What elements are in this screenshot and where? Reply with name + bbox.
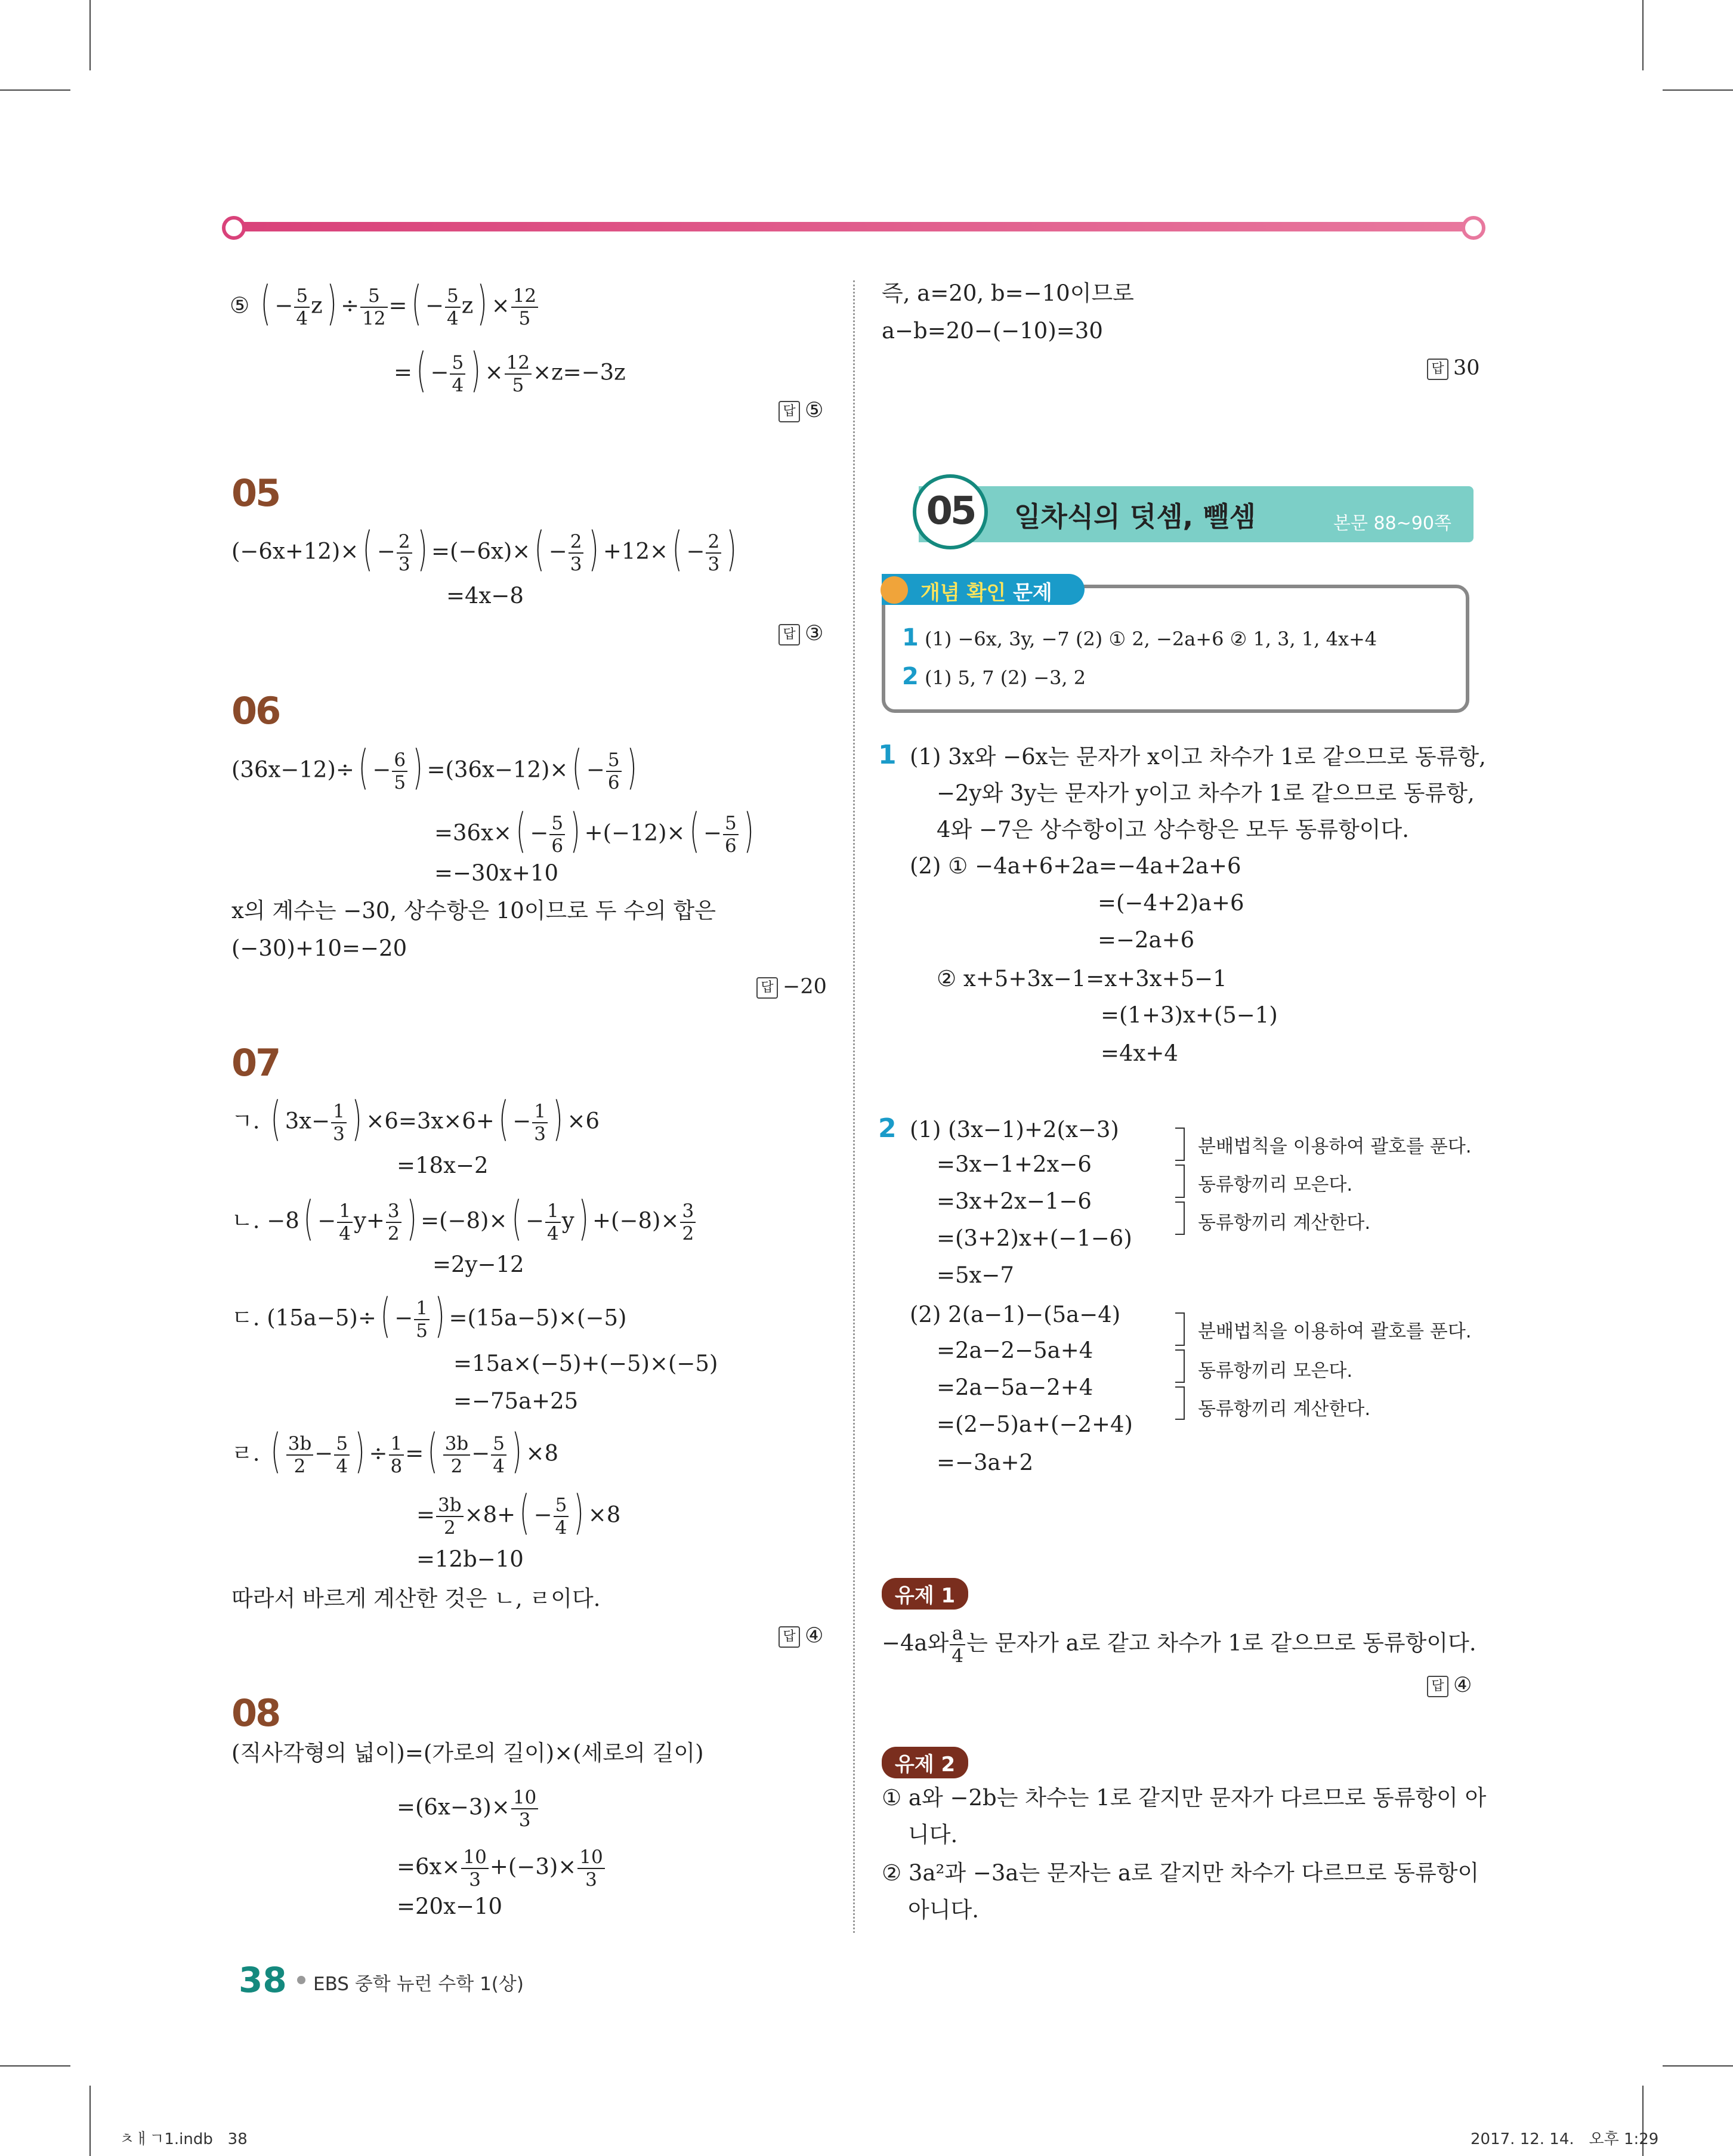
section-number-badge: 05 [913, 474, 988, 549]
bracket-arrow [1175, 1165, 1185, 1198]
exercise-badge: 유제 1 [882, 1578, 968, 1610]
problem-number: 05 [231, 471, 280, 515]
s1-line7: ② x+5+3x−1=x+3x+5−1 [937, 966, 1227, 991]
bracket-arrow [1175, 1349, 1185, 1383]
p06-line1: (36x−12)÷( − $\frac{6}{5}$ ) =(36x−12)×( − $\frac{5}{6}$ ) [231, 740, 637, 795]
p06-line5: (−30)+10=−20 [231, 935, 407, 961]
p06-line2: =36x×( − $\frac{5}{6}$ ) +(−12)×( − $\frac{5}{6}$ ) [434, 804, 754, 858]
p05-line1: (−6x+12)×( − $\frac{2}{3}$ ) =(−6x)×( − $\frac{2}{3}$ ) +12×( − $\frac{2}{3}$ ) [231, 522, 737, 576]
p06-line4: x의 계수는 −30, 상수항은 10이므로 두 수의 합은 [231, 898, 716, 923]
s1-line6: =−2a+6 [1098, 927, 1195, 953]
bracket-arrow [1175, 1386, 1185, 1420]
step-note: 동류항끼리 모은다. [1198, 1174, 1353, 1196]
right-top-line2: a−b=20−(−10)=30 [882, 318, 1103, 344]
header-bar-end [1462, 216, 1485, 240]
p08-line2: =(6x−3)× $\frac{10}{3}$ [397, 1787, 539, 1831]
y1-line: −4a와 $\frac{a}{4}$ 는 문자가 a로 같고 차수가 1로 같으므로 동류항이다. [882, 1623, 1476, 1667]
p07-g2: =18x−2 [397, 1153, 489, 1178]
p07-r1: ㄹ. ( $\frac{3b}{2}$ − $\frac{5}{4}$ ) ÷ $\frac{1}{8}$ =( $\frac{3b}{2}$ − $\frac{5}{4}$ ) ×8 [231, 1424, 558, 1478]
file-name: ㅊㅐㄱ1.indb 38 [119, 2130, 248, 2148]
p07-d2: =15a×(−5)+(−5)×(−5) [453, 1351, 718, 1376]
step-note: 분배법칙을 이용하여 괄호를 푼다. [1198, 1136, 1472, 1157]
s2-b4: =(2−5)a+(−2+4) [937, 1411, 1133, 1437]
p08-line3: =6x× $\frac{10}{3}$ +(−3)× $\frac{10}{3}$ [397, 1846, 606, 1891]
s1-line1: (1) 3x와 −6x는 문자가 x이고 차수가 1로 같으므로 동류항, [910, 744, 1486, 770]
crop-mark [89, 2086, 91, 2156]
step-note: 분배법칙을 이용하여 괄호를 푼다. [1198, 1321, 1472, 1342]
header-bar [233, 222, 1482, 231]
c5-line2: =( − $\frac{5}{4}$ ) × $\frac{12}{5}$ ×z=−3z [394, 343, 626, 397]
answer-y1: 답 ④ [1427, 1673, 1472, 1697]
s1-line2: −2y와 3y는 문자가 y이고 차수가 1로 같으므로 동류항, [937, 780, 1475, 806]
p06-line3: =−30x+10 [434, 860, 559, 886]
concept-answer-1: 1 (1) −6x, 3y, −7 (2) ① 2, −2a+6 ② 1, 3, 1, 4x+4 [902, 624, 1377, 651]
s2-b2: =2a−2−5a+4 [937, 1338, 1093, 1363]
y2-line3: ② 3a²과 −3a는 문자는 a로 같지만 차수가 다르므로 동류항이 [882, 1860, 1479, 1886]
bullet-dot [297, 1976, 305, 1984]
s2-b5: =−3a+2 [937, 1450, 1034, 1475]
s2-b3: =2a−5a−2+4 [937, 1374, 1093, 1400]
lightbulb-icon [881, 576, 908, 604]
p05-line2: =4x−8 [446, 583, 524, 609]
solution-number: 2 [878, 1113, 897, 1144]
s2-b1: (2) 2(a−1)−(5a−4) [910, 1302, 1121, 1327]
book-title: EBS 중학 뉴런 수학 1(상) [313, 1973, 524, 1995]
exercise-badge: 유제 2 [882, 1747, 968, 1778]
answer-07: 답 ④ [779, 1624, 823, 1648]
concept-answer-2: 2 (1) 5, 7 (2) −3, 2 [902, 663, 1086, 690]
p07-n2: =2y−12 [433, 1252, 524, 1277]
p08-line4: =20x−10 [397, 1894, 503, 1919]
crop-mark [1663, 2065, 1733, 2067]
s1-line3: 4와 −7은 상수항이고 상수항은 모두 동류항이다. [937, 817, 1410, 842]
step-note: 동류항끼리 계산한다. [1198, 1212, 1371, 1234]
s1-line9: =4x+4 [1101, 1040, 1178, 1066]
s1-line8: =(1+3)x+(5−1) [1101, 1002, 1278, 1028]
p07-r3: =12b−10 [416, 1546, 524, 1572]
s2-a5: =5x−7 [937, 1262, 1014, 1288]
crop-mark [1663, 89, 1733, 91]
p07-d3: =−75a+25 [453, 1388, 579, 1414]
y2-line4: 아니다. [908, 1897, 979, 1923]
bracket-arrow [1175, 1128, 1185, 1161]
right-top-line1: 즉, a=20, b=−10이므로 [882, 280, 1134, 306]
crop-mark [0, 89, 70, 91]
s1-line5: =(−4+2)a+6 [1098, 890, 1244, 916]
answer-06: 답 −20 [756, 975, 827, 999]
bracket-arrow [1175, 1312, 1185, 1346]
p07-r2: = $\frac{3b}{2}$ ×8+( − $\frac{5}{4}$ ) ×8 [416, 1485, 621, 1540]
crop-mark [0, 2065, 70, 2067]
p08-line1: (직사각형의 넓이)=(가로의 길이)×(세로의 길이) [231, 1740, 704, 1766]
page-number: 38 [239, 1960, 287, 2000]
p07-g1: ㄱ. ( 3x− $\frac{1}{3}$ ) ×6=3x×6+( − $\frac{1}{3}$ ) ×6 [231, 1092, 600, 1146]
answer-top: 답 30 [1427, 356, 1480, 380]
answer-c5: 답 ⑤ [779, 399, 823, 422]
crop-mark [89, 0, 91, 70]
step-note: 동류항끼리 모은다. [1198, 1360, 1353, 1382]
s1-line4: (2) ① −4a+6+2a=−4a+2a+6 [910, 853, 1241, 879]
step-note: 동류항끼리 계산한다. [1198, 1398, 1371, 1420]
section-title: 일차식의 덧셈, 뺄셈 [1014, 501, 1256, 533]
header-bar-end [222, 216, 246, 240]
bracket-arrow [1175, 1201, 1185, 1235]
s2-a1: (1) (3x−1)+2(x−3) [910, 1117, 1119, 1142]
solution-number: 1 [878, 740, 897, 770]
print-date: 2017. 12. 14. 오후 1:29 [1471, 2130, 1659, 2148]
p07-d1: ㄷ. (15a−5)÷( − $\frac{1}{5}$ ) =(15a−5)×(−5) [231, 1289, 627, 1343]
column-divider [853, 280, 855, 1933]
p07-n1: ㄴ. −8( − $\frac{1}{4}$ y+ $\frac{3}{2}$ ) =(−8)×( − $\frac{1}{4}$ y) +(−8)× $\frac{3}{2}$ [231, 1200, 697, 1244]
s2-a3: =3x+2x−1−6 [937, 1188, 1092, 1214]
crop-mark [1642, 0, 1644, 70]
c5-line1: ⑤ ( − $\frac{5}{4}$ z) ÷ $\frac{5}{12}$ =( − $\frac{5}{4}$ z) × $\frac{12}{5}$ [230, 285, 539, 329]
s2-a2: =3x−1+2x−6 [937, 1151, 1092, 1177]
p07-conclusion: 따라서 바르게 계산한 것은 ㄴ, ㄹ이다. [231, 1586, 601, 1611]
concept-label: 개념 확인 문제 [920, 581, 1052, 605]
y2-line1: ① a와 −2b는 차수는 1로 같지만 문자가 다르므로 동류항이 아 [882, 1785, 1487, 1811]
problem-number: 08 [231, 1691, 280, 1735]
answer-05: 답 ③ [779, 622, 823, 645]
s2-a4: =(3+2)x+(−1−6) [937, 1225, 1132, 1251]
y2-line2: 니다. [908, 1822, 958, 1848]
problem-number: 07 [231, 1041, 280, 1085]
problem-number: 06 [231, 689, 280, 733]
section-page-ref: 본문 88~90쪽 [1333, 513, 1451, 534]
